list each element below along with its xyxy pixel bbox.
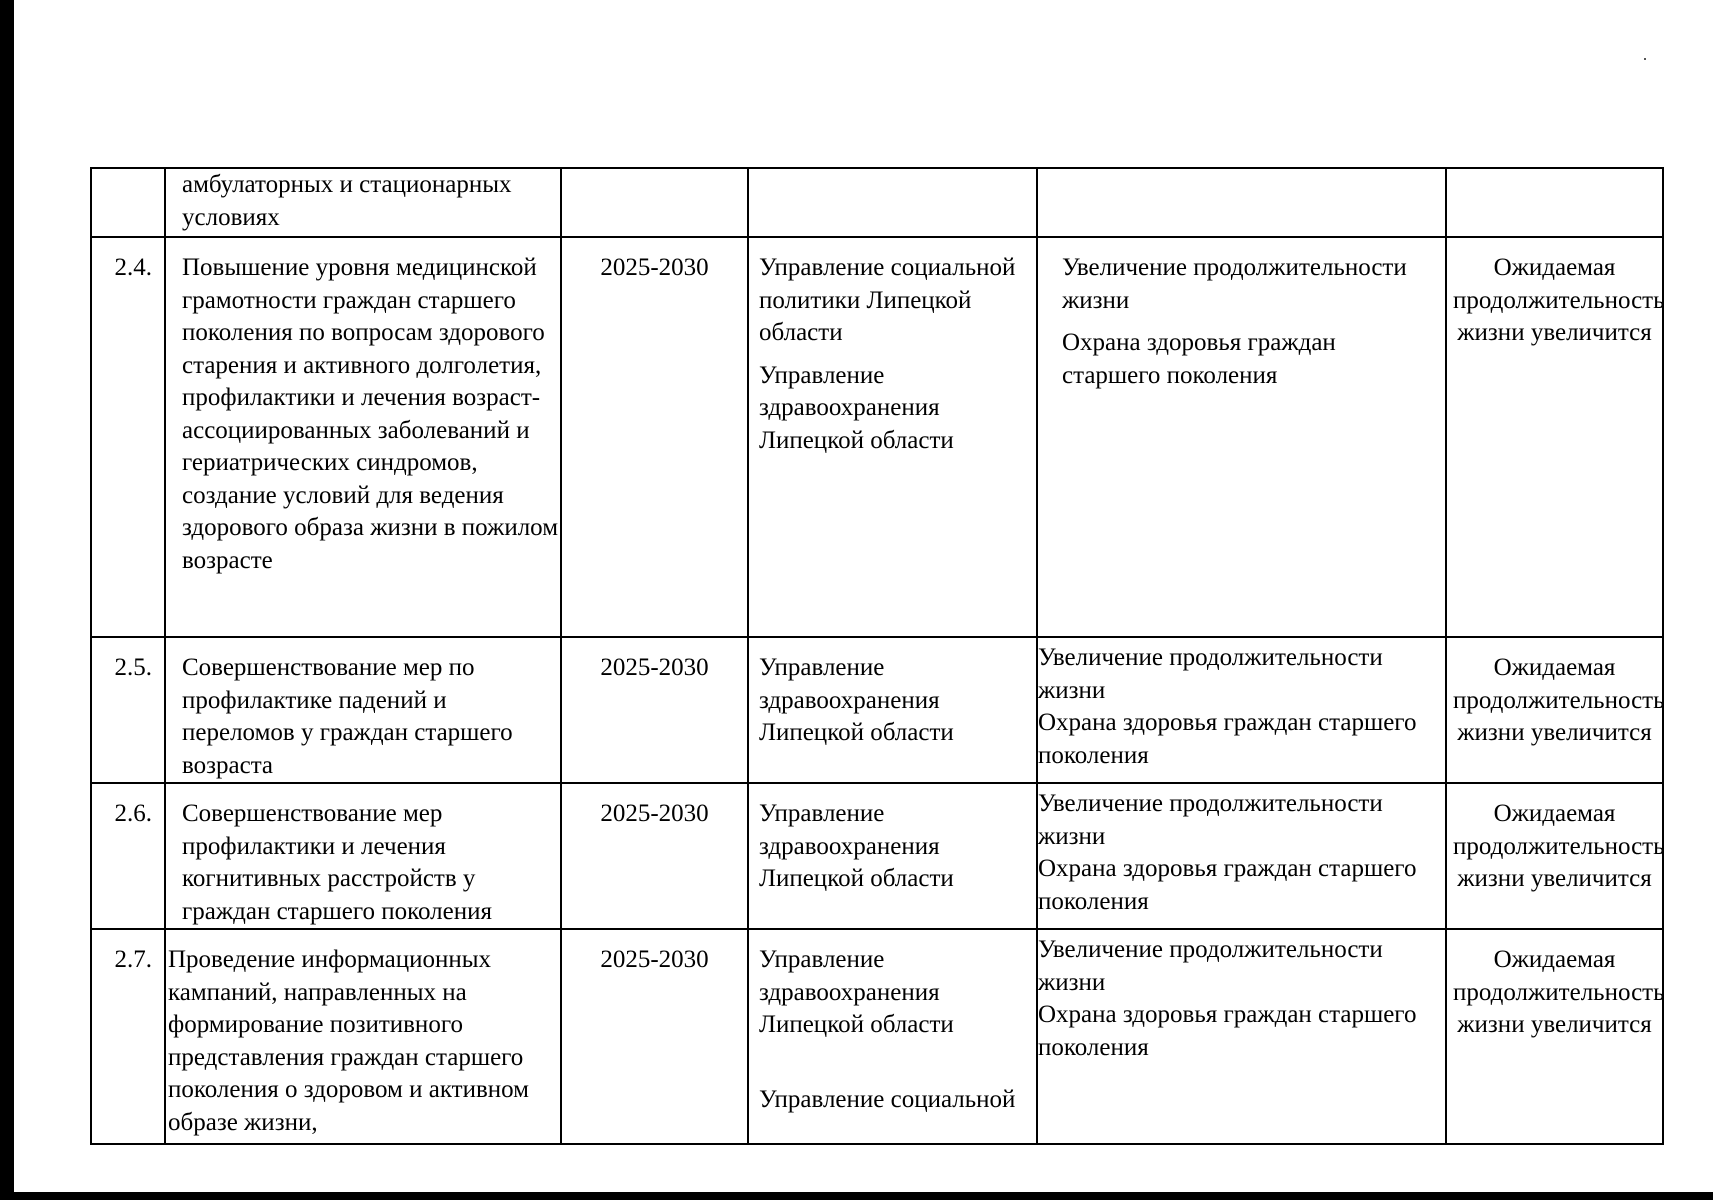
- activity-text: Повышение уровня медицинской грамотности граждан старшего поколения по вопросам здорового старения и активного долголетия, профилактики и лечения возраст-ассоциированных заболеваний и гериатрических синдромов, создание условий для ведения здорового образа жизни в пожилом возрасте: [182, 254, 559, 574]
- executor: Управление здравоохранения Липецкой области: [759, 946, 954, 1038]
- executors-cell: [748, 168, 1037, 237]
- activity-cell: [165, 237, 561, 637]
- scan-left-border: [0, 0, 14, 1200]
- executor: Управление социальной: [759, 1085, 1016, 1113]
- result: Увеличение продолжительности жизни: [1062, 254, 1407, 314]
- row-number-cell: [91, 237, 165, 637]
- indicator: Ожидаемая продолжительность жизни увеличится: [1453, 800, 1665, 892]
- period-cell: [561, 929, 748, 1144]
- results-cell: [1037, 168, 1446, 237]
- activity-cell: [165, 929, 561, 1144]
- indicator-cell: [1446, 637, 1663, 783]
- results-cell: [1037, 783, 1446, 929]
- period: 2025-2030: [600, 800, 709, 827]
- indicator: Ожидаемая продолжительность жизни увеличится: [1453, 654, 1665, 746]
- activity-cell: [165, 783, 561, 929]
- row-number: 2.6.: [114, 800, 152, 827]
- indicator-cell: [1446, 237, 1663, 637]
- table-row: [91, 237, 1663, 637]
- indicator-cell: [1446, 783, 1663, 929]
- executor: Управление здравоохранения Липецкой области: [759, 654, 954, 746]
- row-number: [92, 169, 164, 183]
- row-number-cell: [91, 929, 165, 1144]
- executors-cell: [748, 929, 1037, 1144]
- result: Охрана здоровья граждан старшего поколения: [1062, 329, 1336, 389]
- measures-table: [90, 167, 1664, 1145]
- result: Охрана здоровья граждан старшего поколения: [1038, 855, 1417, 915]
- executors-cell: [748, 783, 1037, 929]
- executor: Управление социальной политики Липецкой области: [759, 254, 1016, 346]
- row-number: 2.7.: [114, 946, 152, 973]
- activity-cell: [165, 637, 561, 783]
- results-cell: [1037, 237, 1446, 637]
- activity-text: амбулаторных и стационарных условиях: [182, 171, 512, 231]
- result: Увеличение продолжительности жизни: [1038, 936, 1383, 996]
- table-row: [91, 783, 1663, 929]
- executors-cell: [748, 637, 1037, 783]
- results-cell: [1037, 929, 1446, 1144]
- period-cell: [561, 637, 748, 783]
- row-number: 2.5.: [114, 654, 152, 681]
- activity-text: Совершенствование мер профилактики и лечения когнитивных расстройств у граждан старшего поколения: [182, 800, 492, 925]
- indicator-cell: [1446, 168, 1663, 237]
- table-row: [91, 168, 1663, 237]
- indicator: Ожидаемая продолжительность жизни увеличится: [1453, 254, 1665, 346]
- row-number: 2.4.: [114, 254, 152, 281]
- scan-bottom-border: [0, 1192, 1713, 1200]
- activity-text: Совершенствование мер по профилактике падений и переломов у граждан старшего возраста: [182, 654, 513, 779]
- activity-text: Проведение информационных кампаний, направленных на формирование позитивного представления граждан старшего поколения о здоровом и активном образе жизни,: [168, 946, 529, 1136]
- indicator-cell: [1446, 929, 1663, 1144]
- result: Охрана здоровья граждан старшего поколения: [1038, 1001, 1417, 1061]
- period: [562, 169, 747, 183]
- row-number-cell: [91, 168, 165, 237]
- period-cell: [561, 237, 748, 637]
- period-cell: [561, 168, 748, 237]
- results-cell: [1037, 637, 1446, 783]
- period-cell: [561, 783, 748, 929]
- period: 2025-2030: [600, 654, 709, 681]
- period: 2025-2030: [600, 946, 709, 973]
- table-row: [91, 929, 1663, 1144]
- indicator: Ожидаемая продолжительность жизни увеличится: [1453, 946, 1665, 1038]
- activity-cell: [165, 168, 561, 237]
- scan-speck: [1644, 58, 1646, 60]
- executors-cell: [748, 237, 1037, 637]
- table-row: [91, 637, 1663, 783]
- row-number-cell: [91, 637, 165, 783]
- row-number-cell: [91, 783, 165, 929]
- executor: Управление здравоохранения Липецкой области: [759, 800, 954, 892]
- result: Увеличение продолжительности жизни: [1038, 790, 1383, 850]
- result: Охрана здоровья граждан старшего поколения: [1038, 709, 1417, 769]
- result: Увеличение продолжительности жизни: [1038, 644, 1383, 704]
- period: 2025-2030: [600, 254, 709, 281]
- executor: Управление здравоохранения Липецкой области: [759, 361, 954, 454]
- indicator: [1447, 169, 1662, 183]
